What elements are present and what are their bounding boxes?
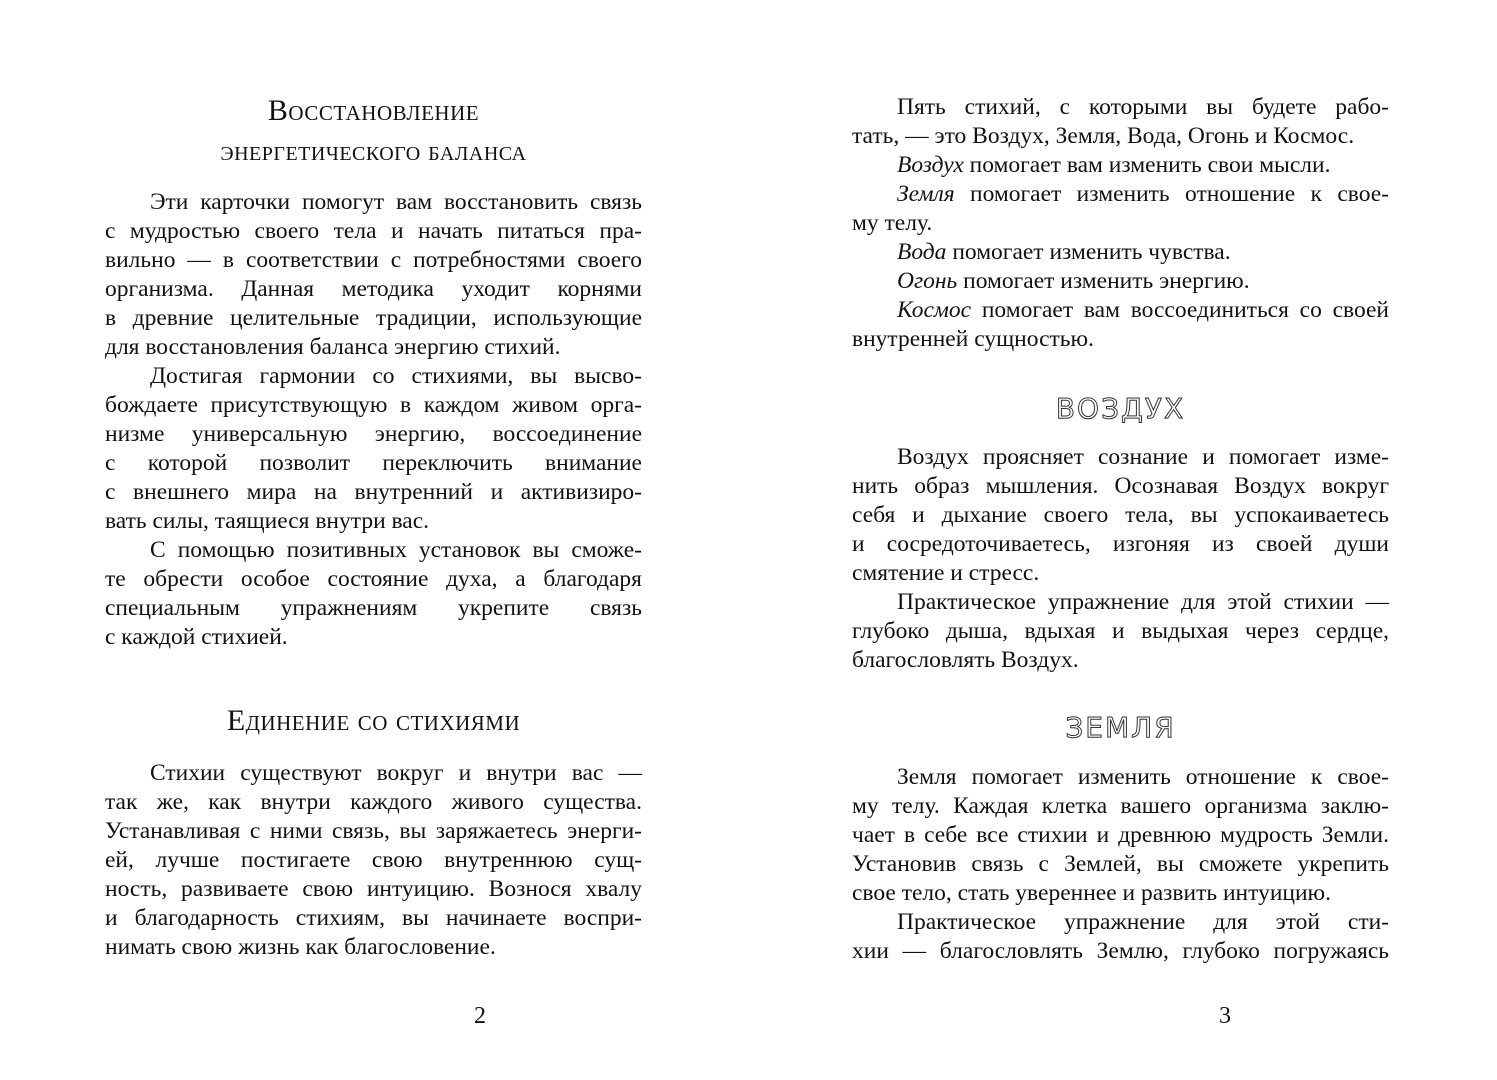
paragraph-line: для восстановления баланса энергию стихий. xyxy=(105,334,561,360)
heading-restoration-line1: Восстановление xyxy=(267,94,480,127)
right-page xyxy=(749,0,1497,1080)
paragraph-line: хии — благословлять Землю, глубоко погружаясь xyxy=(852,938,1389,964)
paragraph-line: низме универсальную энергию, воссоединение xyxy=(105,421,642,447)
paragraph-line: нимать свою жизнь как благословение. xyxy=(105,934,496,960)
paragraph-line: тать, — это Воздух, Земля, Вода, Огонь и Космос. xyxy=(852,123,1355,149)
paragraph-line: специальным упражнениям укрепите связь xyxy=(105,595,642,621)
element-item-air: Воздух помогает вам изменить свои мысли. xyxy=(897,152,1331,178)
element-item-fire: Огонь помогает изменить энергию. xyxy=(897,268,1250,294)
paragraph-line: благословлять Воздух. xyxy=(852,647,1079,673)
paragraph-line: с каждой стихией. xyxy=(105,624,288,650)
paragraph-line: так же, как внутри каждого живого существа. xyxy=(105,789,642,815)
left-page xyxy=(0,0,748,1080)
paragraph-line: С помощью позитивных установок вы сможе- xyxy=(150,537,642,563)
paragraph-line: с которой позволит переключить внимание xyxy=(105,450,642,476)
paragraph-line: свое тело, стать увереннее и развить интуицию. xyxy=(852,880,1331,906)
heading-earth: ЗЕМЛЯ xyxy=(1065,711,1176,744)
paragraph-line: Пять стихий, с которыми вы будете рабо- xyxy=(897,94,1389,120)
paragraph-line: Установив связь с Землей, вы сможете укрепить xyxy=(852,851,1389,877)
element-name: Земля xyxy=(897,181,955,207)
paragraph-line: и сосредоточиваетесь, изгоняя из своей души xyxy=(852,531,1389,557)
element-name: Воздух xyxy=(897,152,964,178)
paragraph-line: чает в себе все стихии и древнюю мудрость Земли. xyxy=(852,822,1389,848)
paragraph-line: Устанавливая с ними связь, вы заряжаетесь энерги- xyxy=(105,818,642,844)
paragraph-line: Стихии существуют вокруг и внутри вас — xyxy=(150,760,642,786)
paragraph-line: себя и дыхание своего тела, вы успокаиваетесь xyxy=(852,502,1389,528)
heading-air: ВОЗДУХ xyxy=(1055,392,1186,425)
paragraph-line: и благодарность стихиям, вы начинаете воспри- xyxy=(105,905,642,931)
element-item-earth: Земля помогает изменить отношение к свое- xyxy=(897,181,1389,207)
paragraph-line: с внешнего мира на внутренний и активизиро- xyxy=(105,479,642,505)
paragraph-line: Практическое упражнение для этой сти- xyxy=(897,909,1389,935)
element-item-water: Вода помогает изменить чувства. xyxy=(897,239,1231,265)
paragraph-line: в древние целительные традиции, использующие xyxy=(105,305,642,331)
paragraph-line: вать силы, таящиеся внутри вас. xyxy=(105,508,430,534)
heading-restoration-line2: энергетического баланса xyxy=(220,136,527,167)
paragraph-line: му телу. xyxy=(852,210,933,236)
paragraph-line: Земля помогает изменить отношение к свое- xyxy=(897,764,1389,790)
paragraph-line: глубоко дыша, вдыхая и выдыхая через сердце, xyxy=(852,618,1389,644)
element-name: Вода xyxy=(897,239,947,265)
page-number: 2 xyxy=(474,1003,486,1029)
paragraph-line: те обрести особое состояние духа, а благодаря xyxy=(105,566,642,592)
paragraph-line: Эти карточки помогут вам восстановить связь xyxy=(150,189,642,215)
paragraph-line: Достигая гармонии со стихиями, вы высво- xyxy=(150,363,642,389)
paragraph-line: Воздух проясняет сознание и помогает изме- xyxy=(897,444,1389,470)
element-item-cosmos: Космос помогает вам воссоединиться со своей xyxy=(897,297,1389,323)
paragraph-line: ей, лучше постигаете свою внутреннюю сущ- xyxy=(105,847,642,873)
paragraph-line: вильно — в соответствии с потребностями своего xyxy=(105,247,642,273)
paragraph-line: с мудростью своего тела и начать питаться пра- xyxy=(105,218,642,244)
paragraph-line: му телу. Каждая клетка вашего организма заклю- xyxy=(852,793,1389,819)
paragraph-line: организма. Данная методика уходит корнями xyxy=(105,276,642,302)
element-name: Огонь xyxy=(897,268,958,294)
paragraph-line: Практическое упражнение для этой стихии — xyxy=(897,589,1389,615)
paragraph-line: смятение и стресс. xyxy=(852,560,1040,586)
paragraph-line: внутренней сущностью. xyxy=(852,326,1094,352)
paragraph-line: бождаете присутствующую в каждом живом орга- xyxy=(105,392,642,418)
paragraph-line: ность, развиваете свою интуицию. Вознося хвалу xyxy=(105,876,642,902)
element-name: Космос xyxy=(897,297,972,323)
heading-unity: Единение со стихиями xyxy=(226,704,521,737)
page-number: 3 xyxy=(1219,1003,1231,1029)
paragraph-line: нить образ мышления. Осознавая Воздух вокруг xyxy=(852,473,1389,499)
